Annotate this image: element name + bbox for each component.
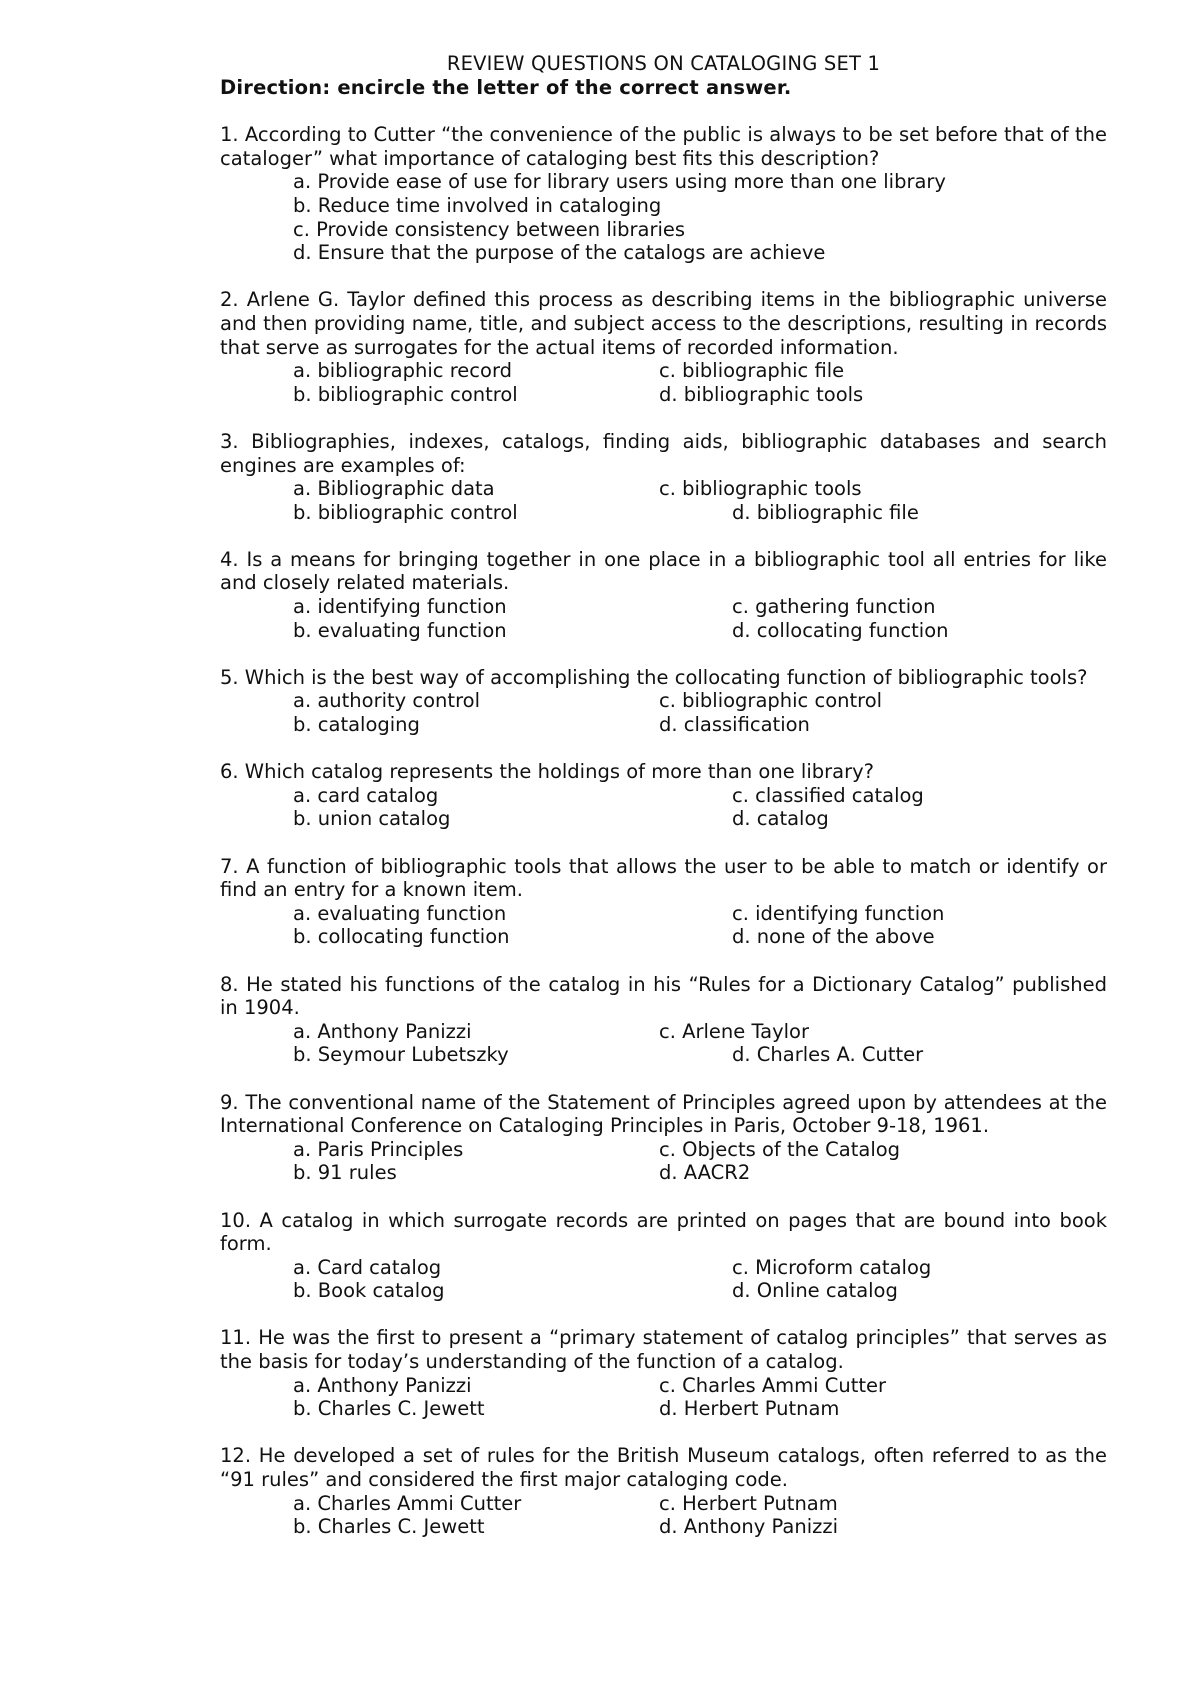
question-8	[220, 973, 1107, 1067]
option-d: d. Online catalog	[732, 1279, 898, 1303]
question-stem: 10. A catalog in which surrogate records are printed on pages that are bound into book form.	[220, 1208, 1107, 1256]
option-row	[220, 619, 1107, 643]
question-12	[220, 1444, 1107, 1538]
option-b: b. Charles C. Jewett	[293, 1397, 485, 1421]
option-d: d. bibliographic file	[732, 500, 919, 524]
option-b: b. union catalog	[293, 807, 451, 831]
option-row	[220, 807, 1107, 831]
question-stem: 8. He stated his functions of the catalog in his “Rules for a Dictionary Catalog” published in 1904.	[220, 972, 1107, 1020]
option-d: d. bibliographic tools	[659, 382, 864, 406]
question-stem: 1. According to Cutter “the convenience of the public is always to be set before that of the cataloger” what importance of cataloging best fits this description?	[220, 123, 1107, 170]
option-row	[220, 1397, 1107, 1421]
option-row	[220, 1256, 1107, 1280]
question-7	[220, 855, 1107, 949]
option-row	[220, 1138, 1107, 1162]
option-d: d. Herbert Putnam	[659, 1397, 840, 1421]
question-3	[220, 430, 1107, 524]
page-title: REVIEW QUESTIONS ON CATALOGING SET 1	[446, 52, 881, 75]
option-row	[220, 383, 1107, 407]
option-d: d. Anthony Panizzi	[659, 1515, 839, 1539]
question-1	[220, 123, 1107, 265]
direction-text: Direction: encircle the letter of the correct answer.	[220, 75, 792, 99]
option-b: b. 91 rules	[293, 1161, 397, 1185]
option-c: c. bibliographic file	[659, 359, 845, 383]
option-c: c. classified catalog	[732, 783, 924, 807]
option-row	[220, 1374, 1107, 1398]
option-row	[220, 1161, 1107, 1185]
option-row	[220, 477, 1107, 501]
question-stem: 7. A function of bibliographic tools that allows the user to be able to match or identify or find an entry for a known item.	[220, 854, 1107, 902]
option-a: a. authority control	[293, 689, 481, 713]
option-c: c. Herbert Putnam	[659, 1491, 838, 1515]
option-a: a. Paris Principles	[293, 1137, 464, 1161]
option-d: d. collocating function	[732, 618, 949, 642]
question-stem: 9. The conventional name of the Statement of Principles agreed upon by attendees at the International Conference on Cataloging Principles in Paris, October 9-18, 1961.	[220, 1090, 1107, 1138]
option-a: a. bibliographic record	[293, 359, 512, 383]
question-4	[220, 548, 1107, 642]
option-b: b. collocating function	[293, 925, 510, 949]
option-b: b. cataloging	[293, 713, 420, 737]
question-2	[220, 288, 1107, 406]
option-row	[220, 501, 1107, 525]
option-row	[220, 1515, 1107, 1539]
option-c: c. identifying function	[732, 901, 945, 925]
question-stem: 2. Arlene G. Taylor defined this process as describing items in the bibliographic universe and then providing name, title, and subject access to the descriptions, resulting in records that serve as surrogates for the actual items of recorded information.	[220, 288, 1107, 359]
option-row	[220, 1279, 1107, 1303]
question-10	[220, 1209, 1107, 1303]
option-row	[220, 925, 1107, 949]
option-d: d. catalog	[732, 807, 829, 831]
option-a: a. Charles Ammi Cutter	[293, 1491, 522, 1515]
option-row	[220, 902, 1107, 926]
option-row	[220, 1492, 1107, 1516]
option-c: c. bibliographic tools	[659, 477, 862, 501]
option-c: c. gathering function	[732, 595, 936, 619]
option-d: d. none of the above	[732, 925, 935, 949]
option-d: d. Ensure that the purpose of the catalogs are achieve	[293, 241, 826, 265]
question-stem: 12. He developed a set of rules for the British Museum catalogs, often referred to as the “91 rules” and considered the first major cataloging code.	[220, 1444, 1107, 1492]
option-b: b. bibliographic control	[293, 382, 518, 406]
option-c: c. Microform catalog	[732, 1255, 932, 1279]
option-c: c. Provide consistency between libraries	[293, 217, 686, 241]
option-c: c. Objects of the Catalog	[659, 1137, 901, 1161]
question-stem: 11. He was the first to present a “primary statement of catalog principles” that serves as the basis for today’s understanding of the function of a catalog.	[220, 1326, 1107, 1374]
option-a: a. Provide ease of use for library users using more than one library	[293, 170, 946, 194]
option-a: a. card catalog	[293, 783, 439, 807]
option-d: d. AACR2	[659, 1161, 751, 1185]
question-stem: 4. Is a means for bringing together in one place in a bibliographic tool all entries for like and closely related materials.	[220, 547, 1107, 595]
option-b: b. Seymour Lubetszky	[293, 1043, 509, 1067]
option-c: c. Charles Ammi Cutter	[659, 1373, 887, 1397]
question-stem: 5. Which is the best way of accomplishing the collocating function of bibliographic tools?	[220, 665, 1088, 689]
option-a: a. identifying function	[293, 595, 507, 619]
option-d: d. Charles A. Cutter	[732, 1043, 924, 1067]
question-stem: 3. Bibliographies, indexes, catalogs, finding aids, bibliographic databases and search engines are examples of:	[220, 429, 1107, 477]
question-5	[220, 666, 1107, 737]
option-a: a. Card catalog	[293, 1255, 442, 1279]
option-b: b. evaluating function	[293, 618, 507, 642]
option-row	[220, 359, 1107, 383]
page-content	[220, 52, 1107, 1562]
option-b: b. Reduce time involved in cataloging	[293, 193, 662, 217]
option-b: b. Charles C. Jewett	[293, 1515, 485, 1539]
option-row	[220, 689, 1107, 713]
option-a: a. Anthony Panizzi	[293, 1373, 472, 1397]
option-b: b. bibliographic control	[293, 500, 518, 524]
question-6	[220, 760, 1107, 831]
option-a: a. evaluating function	[293, 901, 507, 925]
question-stem: 6. Which catalog represents the holdings of more than one library?	[220, 760, 874, 784]
option-c: c. bibliographic control	[659, 689, 883, 713]
option-b: b. Book catalog	[293, 1279, 445, 1303]
question-11	[220, 1326, 1107, 1420]
option-a: a. Bibliographic data	[293, 477, 495, 501]
option-a: a. Anthony Panizzi	[293, 1019, 472, 1043]
option-c: c. Arlene Taylor	[659, 1019, 809, 1043]
option-row	[220, 713, 1107, 737]
question-9	[220, 1091, 1107, 1185]
option-d: d. classification	[659, 713, 810, 737]
option-row	[220, 784, 1107, 808]
option-row	[220, 1043, 1107, 1067]
option-row	[220, 1020, 1107, 1044]
option-row	[220, 595, 1107, 619]
